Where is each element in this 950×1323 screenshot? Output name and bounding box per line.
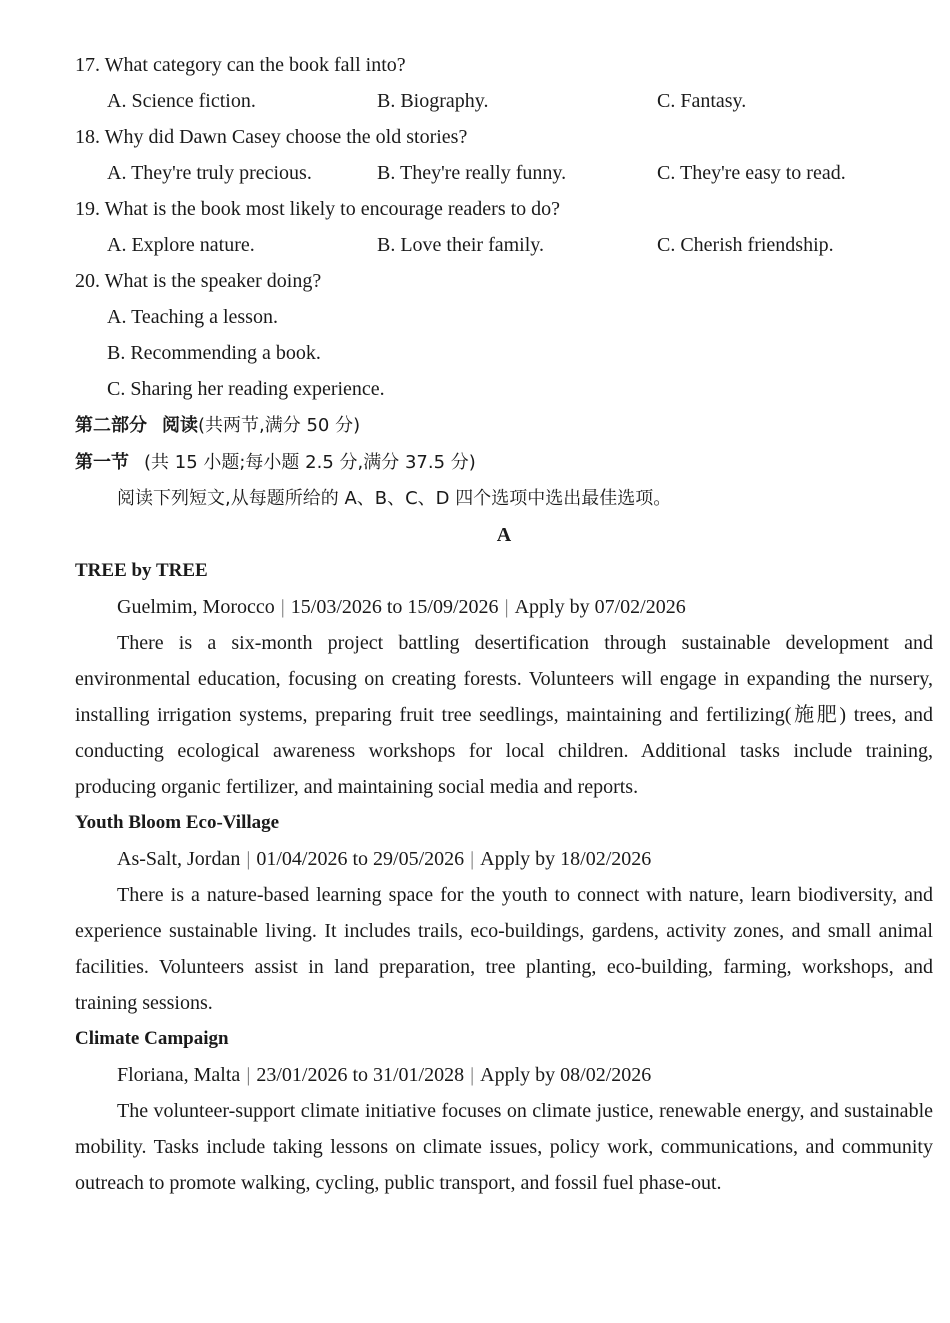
- project-description: The volunteer-support climate initiative focuses on climate justice, renewable energy, and sustainable mobility. Tasks include taking lessons on climate issues, policy work, communications, and community outreach to promote walking, cycling, public transport, and fossil fuel phase-out.: [75, 1100, 933, 1194]
- instruction: 阅读下列短文,从每题所给的 A、B、C、D 四个选项中选出最佳选项。: [117, 488, 672, 509]
- option-b: B. Love their family.: [377, 234, 544, 256]
- project-2: [0, 805, 950, 1021]
- project-apply: Apply by 08/02/2026: [480, 1064, 652, 1086]
- question-18: 18. Why did Dawn Casey choose the old stories?: [75, 126, 468, 148]
- option-c: C. They're easy to read.: [657, 162, 846, 184]
- option-a: A. They're truly precious.: [107, 162, 312, 184]
- question-18-options: [107, 155, 950, 191]
- project-title: TREE by TREE: [75, 560, 208, 581]
- option-a: A. Teaching a lesson.: [107, 306, 278, 328]
- question-17-options: [107, 83, 950, 119]
- part2-name: 阅读: [162, 415, 198, 436]
- option-c: C. Sharing her reading experience.: [107, 378, 385, 400]
- option-a: A. Explore nature.: [107, 234, 255, 256]
- question-17: 17. What category can the book fall into?: [75, 54, 406, 76]
- project-1: [0, 553, 950, 805]
- passage-label: A: [496, 524, 512, 546]
- question-19: 19. What is the book most likely to encourage readers to do?: [75, 198, 561, 220]
- option-b: B. Biography.: [377, 90, 489, 112]
- part2-note: (共两节,满分 50 分): [198, 415, 361, 436]
- question-20: 20. What is the speaker doing?: [75, 270, 322, 292]
- project-meta: Floriana, Malta | 23/01/2026 to 31/01/2028 | Apply by 08/02/2026: [117, 1064, 652, 1086]
- project-meta: Guelmim, Morocco | 15/03/2026 to 15/09/2026 | Apply by 07/02/2026: [117, 596, 686, 618]
- section1-note: (共 15 小题;每小题 2.5 分,满分 37.5 分): [144, 452, 476, 473]
- project-location: Floriana, Malta: [117, 1064, 241, 1086]
- project-meta: As-Salt, Jordan | 01/04/2026 to 29/05/2026 | Apply by 18/02/2026: [117, 848, 652, 870]
- option-b: B. They're really funny.: [377, 162, 567, 184]
- project-title: Climate Campaign: [75, 1028, 229, 1049]
- option-b: B. Recommending a book.: [107, 342, 321, 364]
- option-c: C. Fantasy.: [657, 90, 747, 112]
- project-location: As-Salt, Jordan: [117, 848, 241, 870]
- project-description: There is a nature-based learning space for the youth to connect with nature, learn biodiversity, and experience sustainable living. It includes trails, eco-buildings, gardens, activity zones, and small animal facilities. Volunteers assist in land preparation, tree planting, eco-building, farming, workshops, and training sessions.: [75, 884, 933, 1014]
- project-dates: 15/03/2026 to 15/09/2026: [290, 596, 499, 618]
- project-location: Guelmim, Morocco: [117, 596, 275, 618]
- project-description: There is a six-month project battling desertification through sustainable development and environmental education, focusing on creating forests. Volunteers will engage in expanding the nursery, installing irrigation systems, preparing fruit tree seedlings, maintaining and fertilizing(施肥) trees, and conducting ecological awareness workshops for local children. Additional tasks include training, producing organic fertilizer, and maintaining social media and reports.: [75, 632, 933, 798]
- project-apply: Apply by 07/02/2026: [514, 596, 686, 618]
- question-19-options: [107, 227, 950, 263]
- part2-title: 第二部分: [75, 415, 147, 436]
- option-a: A. Science fiction.: [107, 90, 256, 112]
- project-3: [0, 1021, 950, 1201]
- option-c: C. Cherish friendship.: [657, 234, 834, 256]
- project-dates: 01/04/2026 to 29/05/2026: [256, 848, 465, 870]
- part2-heading: [75, 407, 933, 444]
- project-dates: 23/01/2026 to 31/01/2028: [256, 1064, 465, 1086]
- project-apply: Apply by 18/02/2026: [480, 848, 652, 870]
- section1-title: 第一节: [75, 452, 129, 473]
- section1-heading: [75, 444, 933, 481]
- project-title: Youth Bloom Eco-Village: [75, 812, 280, 833]
